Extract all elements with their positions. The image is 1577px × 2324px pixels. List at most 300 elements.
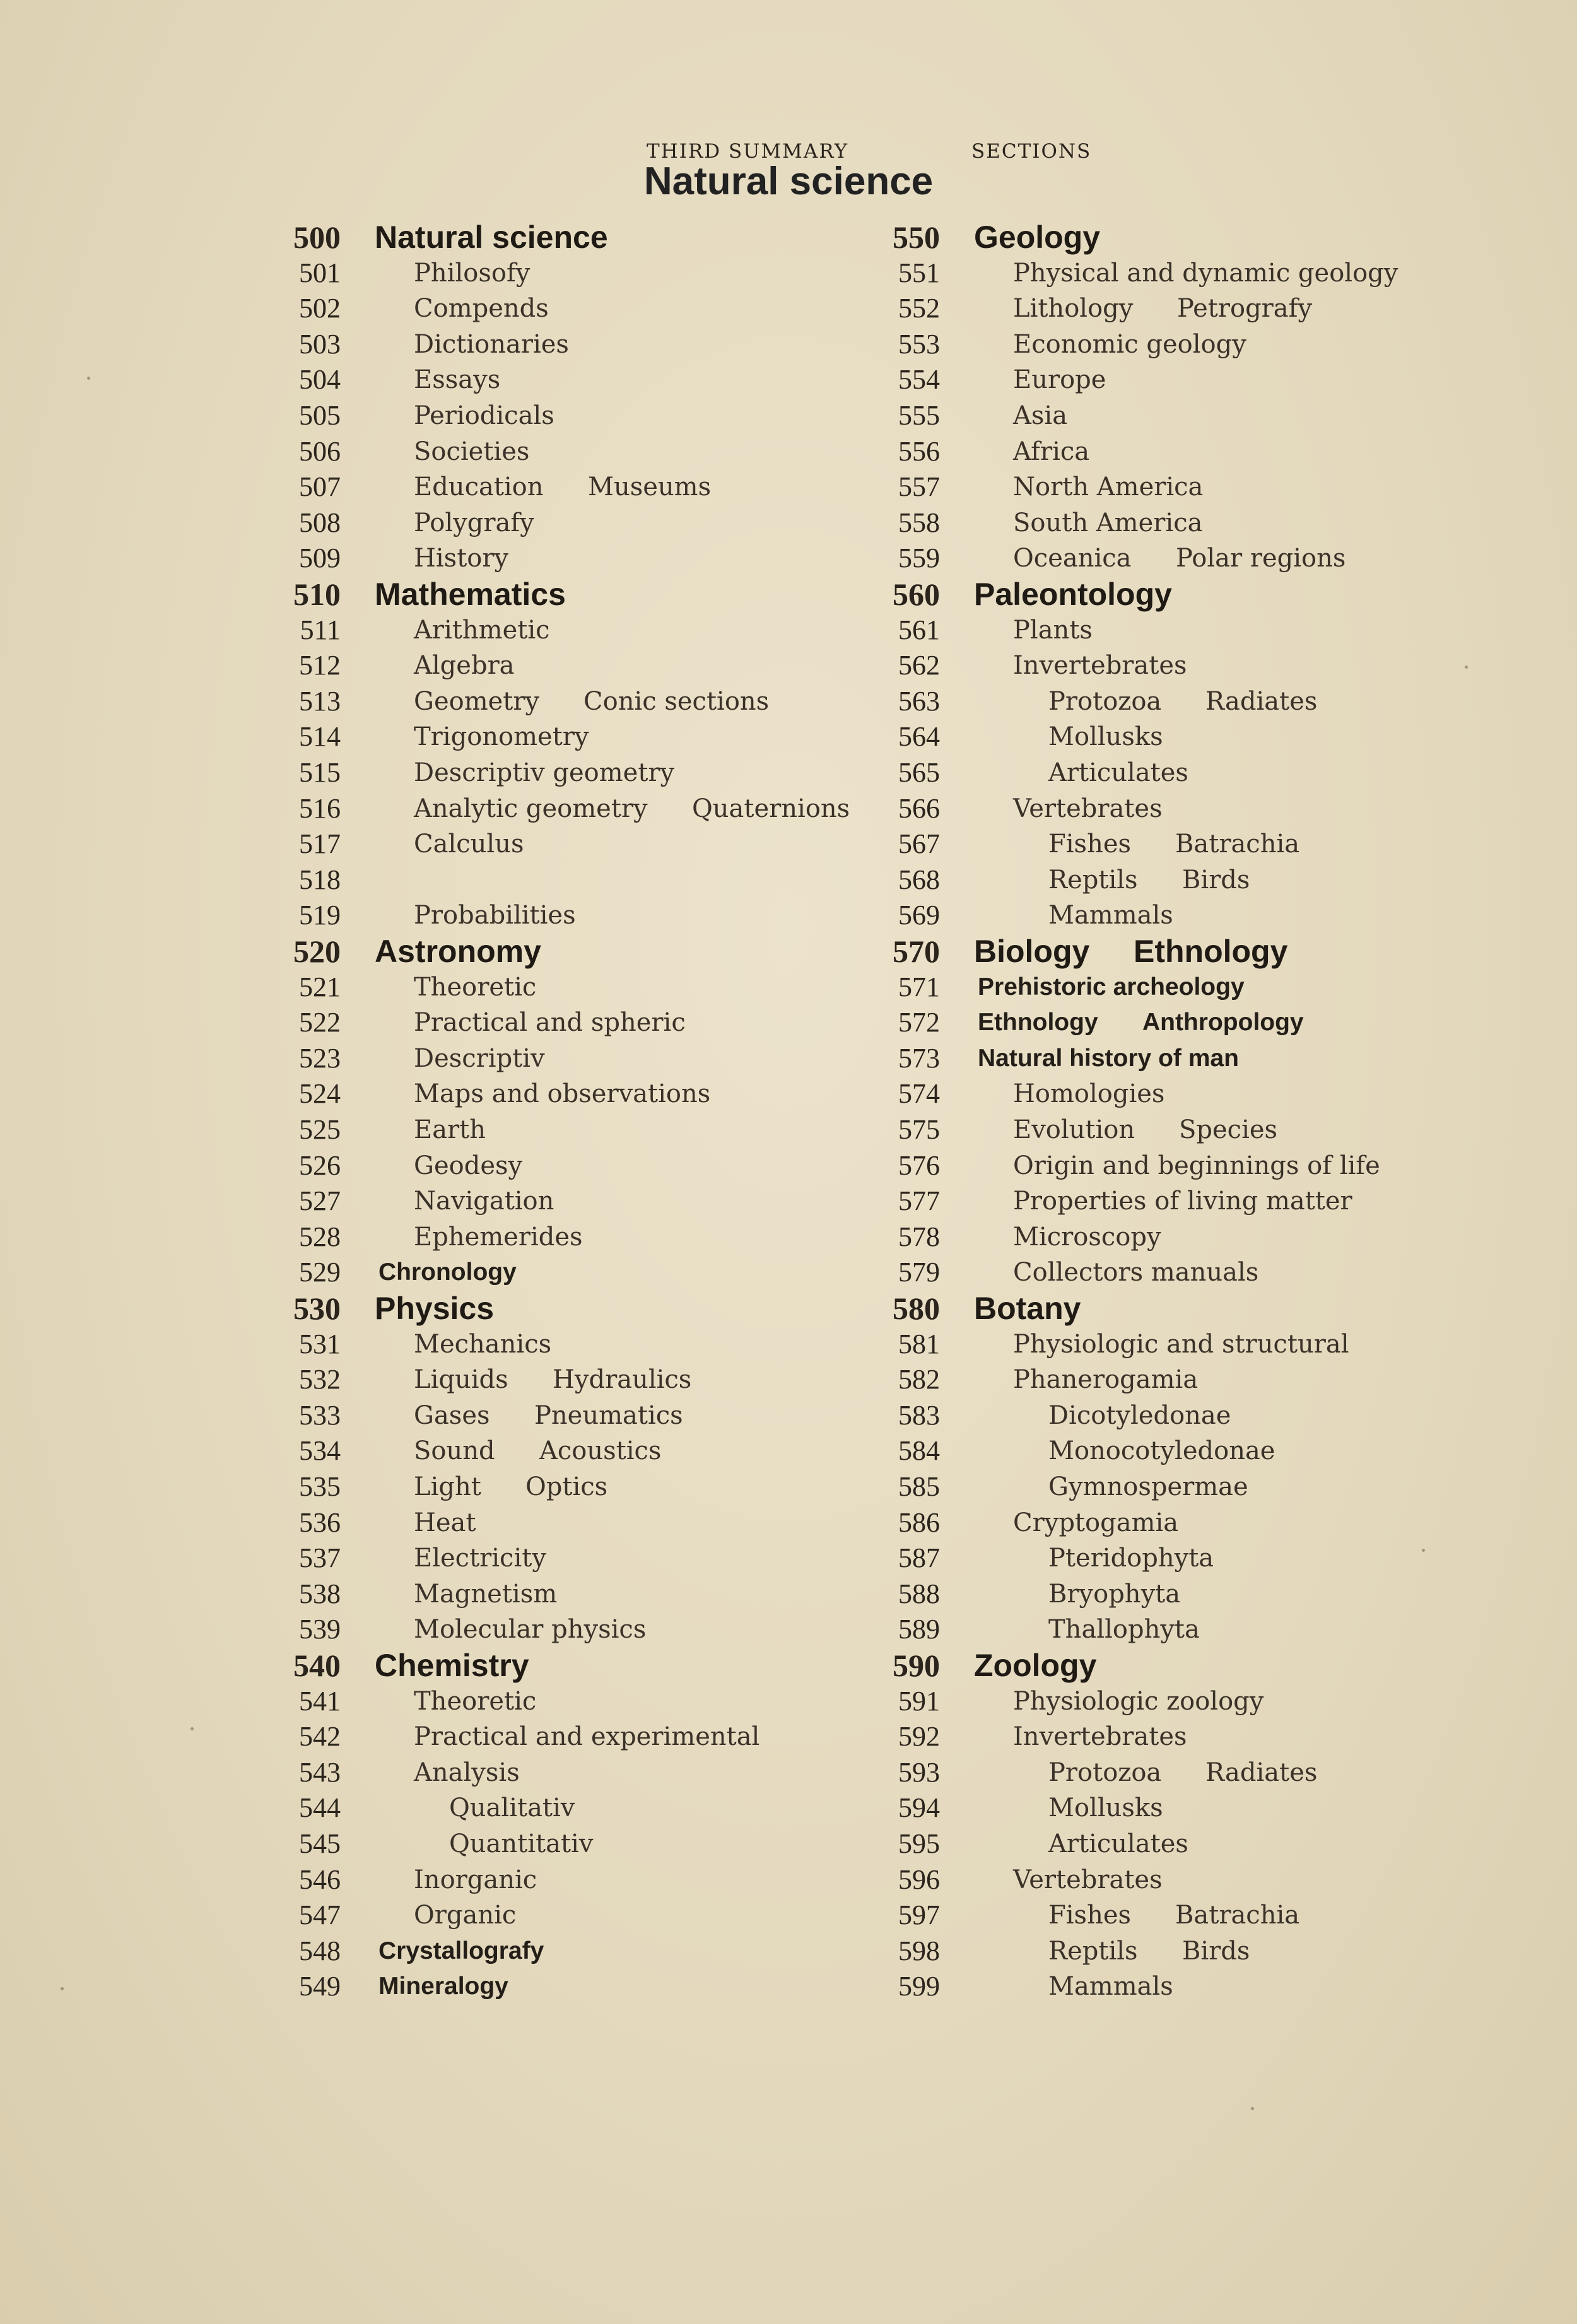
class-number: 557 [898,471,940,503]
class-entry [883,1826,1577,1862]
class-number: 573 [898,1042,940,1074]
class-label: Magnetism [414,1579,558,1609]
class-number: 509 [299,543,341,574]
class-label-secondary: Pneumatics [534,1400,683,1430]
class-number: 515 [299,757,341,788]
class-label: Evolution [1013,1115,1135,1144]
paper-speck [1251,2107,1254,2110]
class-number: 596 [898,1863,940,1895]
class-number: 502 [299,293,341,324]
class-number: 574 [898,1078,940,1110]
class-number: 582 [898,1364,940,1395]
class-label: Natural history of man [978,1044,1239,1072]
class-number: 592 [898,1721,940,1752]
class-label-secondary: Petrografy [1177,294,1313,324]
class-number: 595 [898,1828,940,1859]
class-label: Quantitativ [449,1829,594,1858]
class-label: Asia [1013,401,1068,430]
class-number: 522 [299,1007,341,1038]
class-label-secondary: Conic sections [583,686,770,716]
class-number: 539 [299,1614,341,1645]
class-number: 524 [299,1078,341,1110]
class-label: Reptils [1048,1936,1138,1966]
class-entry [883,1969,1577,2004]
class-label: Physiologic zoology [1013,1686,1264,1716]
class-label: Pteridophyta [1048,1544,1214,1573]
class-entry [883,1433,1577,1469]
class-entry [284,684,978,719]
class-entry [284,1112,978,1147]
class-label-secondary: Radiates [1205,1758,1318,1787]
class-entry [883,1719,1577,1754]
class-label-secondary: Batrachia [1175,830,1300,859]
class-entry [883,826,1577,862]
class-label-secondary: Polar regions [1176,544,1346,573]
class-label: Invertebrates [1013,651,1187,681]
paper-speck [61,1987,64,1990]
class-entry [284,255,978,291]
class-label: Education [414,472,544,502]
class-number: 537 [299,1542,341,1574]
class-label: Vertebrates [1013,794,1163,823]
class-entry [284,1005,978,1040]
class-label: Sound [414,1436,495,1466]
class-number: 571 [898,971,940,1002]
class-entry [284,1041,978,1076]
class-label: Geodesy [414,1151,523,1180]
class-entry [284,577,978,612]
class-label: Navigation [414,1187,554,1216]
class-entry [883,1684,1577,1719]
class-entry [883,1469,1577,1505]
class-number: 511 [300,614,341,645]
class-label: Chemistry [375,1648,529,1683]
class-entry [284,1826,978,1862]
class-label: South America [1013,508,1203,537]
class-label: Paleontology [974,577,1172,612]
class-number: 562 [898,650,940,681]
class-entry [284,434,978,469]
class-entry [883,362,1577,397]
class-label: Thallophyta [1048,1615,1200,1645]
class-number: 513 [299,685,341,717]
class-entry [284,1576,978,1612]
class-entry [284,1790,978,1826]
class-entry [883,1398,1577,1433]
class-number: 535 [299,1471,341,1502]
class-number: 570 [893,934,940,969]
class-number: 564 [898,721,940,753]
class-number: 580 [893,1291,940,1326]
class-number: 594 [898,1792,940,1824]
class-entry [284,1255,978,1290]
class-entry [883,291,1577,326]
class-entry [883,255,1577,291]
class-label: Algebra [414,651,515,681]
class-label: Physiologic and structural [1013,1329,1349,1359]
class-entry [883,1541,1577,1576]
class-label: Europe [1013,365,1106,395]
class-label: Biology [974,934,1090,969]
class-entry [284,934,978,969]
class-label: Lithology [1013,294,1134,324]
class-label: Theoretic [414,1686,537,1716]
class-label: Compends [414,294,549,324]
class-entry [284,1362,978,1397]
class-entry [284,1755,978,1790]
class-label: Properties of living matter [1013,1187,1352,1216]
class-label: Periodicals [414,401,554,430]
class-number: 550 [893,220,940,255]
class-label: Prehistoric archeology [978,973,1245,1001]
class-label: Qualitativ [449,1793,575,1823]
class-label-secondary: Quaternions [692,794,850,823]
class-entry [883,898,1577,933]
class-number: 536 [299,1506,341,1538]
class-label: Mineralogy [378,1973,508,2000]
class-number: 520 [293,934,341,969]
class-number: 523 [299,1042,341,1074]
class-label: Fishes [1048,830,1132,859]
class-entry [883,434,1577,469]
class-number: 529 [299,1257,341,1288]
class-number: 566 [898,792,940,824]
class-entry [284,826,978,862]
class-label: Africa [1013,437,1090,466]
class-number: 533 [299,1399,341,1431]
class-number: 545 [299,1828,341,1859]
class-entry [883,1183,1577,1219]
class-label: Practical and spheric [414,1008,686,1038]
class-entry [883,613,1577,648]
class-number: 527 [299,1185,341,1217]
class-entry [883,398,1577,433]
class-label: Electricity [414,1544,546,1573]
class-label: Practical and experimental [414,1722,760,1752]
class-entry [284,469,978,505]
class-entry [883,1362,1577,1397]
class-label: Economic geology [1013,329,1246,359]
class-label-secondary: Hydraulics [553,1365,692,1395]
class-label: Analytic geometry [414,794,648,823]
class-label: Dictionaries [414,329,569,359]
class-entry [284,327,978,362]
class-number: 552 [898,293,940,324]
class-entry [883,1576,1577,1612]
paper-speck [1422,1549,1425,1552]
class-number: 575 [898,1114,940,1145]
class-label: Chronology [378,1259,517,1286]
class-entry [883,327,1577,362]
class-number: 572 [898,1007,940,1038]
class-number: 538 [299,1578,341,1609]
class-label: Polygrafy [414,508,534,537]
class-entry [883,934,1577,969]
class-number: 585 [898,1471,940,1502]
class-entry [284,362,978,397]
class-number: 559 [898,543,940,574]
class-label-secondary: Batrachia [1175,1901,1300,1930]
class-label: Physical and dynamic geology [1013,258,1398,288]
class-label: Geometry [414,686,540,716]
class-number: 554 [898,364,940,396]
class-entry [883,1219,1577,1255]
class-number: 519 [299,900,341,931]
class-entry [883,648,1577,683]
class-label: Protozoa [1048,686,1162,716]
class-label: Monocotyledonae [1048,1436,1275,1466]
class-label: Zoology [974,1648,1097,1683]
class-label: Essays [414,365,501,395]
class-entry [883,1148,1577,1183]
class-entry [883,1327,1577,1362]
class-entry [284,220,978,255]
class-number: 547 [299,1899,341,1931]
class-number: 548 [299,1935,341,1966]
class-label: Astronomy [375,934,541,969]
class-number: 551 [898,257,940,288]
class-number: 516 [299,792,341,824]
class-entry [284,1898,978,1933]
class-entry [883,220,1577,255]
class-number: 532 [299,1364,341,1395]
class-label: Heat [414,1508,476,1537]
class-number: 546 [299,1863,341,1895]
class-number: 526 [299,1149,341,1181]
class-label: Cryptogamia [1013,1508,1179,1537]
paper-speck [87,377,90,380]
class-entry [284,1433,978,1469]
class-label-secondary: Optics [525,1472,608,1501]
class-label: Microscopy [1013,1222,1161,1252]
class-label: Ethnology [978,1009,1098,1036]
class-number: 506 [299,435,341,467]
class-number: 549 [299,1971,341,2002]
class-entry [284,1934,978,1969]
class-label: Bryophyta [1048,1579,1181,1609]
class-number: 565 [898,757,940,788]
class-number: 587 [898,1542,940,1574]
class-entry [883,1291,1577,1326]
class-entry [883,1005,1577,1040]
class-number: 560 [893,577,940,612]
class-entry [883,1505,1577,1541]
class-number: 543 [299,1756,341,1788]
class-number: 569 [898,900,940,931]
class-entry [883,1898,1577,1933]
class-entry [284,862,978,898]
class-entry [284,1219,978,1255]
class-entry [284,1398,978,1433]
class-label-secondary: Acoustics [539,1436,662,1466]
class-label-secondary: Anthropology [1142,1009,1304,1036]
class-label: Maps and observations [414,1079,711,1109]
class-label: Inorganic [414,1865,537,1894]
class-number: 598 [898,1935,940,1966]
class-number: 508 [299,507,341,538]
class-number: 579 [898,1257,940,1288]
class-entry [284,1469,978,1505]
class-number: 525 [299,1114,341,1145]
class-label: Societies [414,437,530,466]
class-number: 541 [299,1685,341,1717]
class-label: Dicotyledonae [1048,1400,1231,1430]
class-entry [883,1934,1577,1969]
class-entry [284,505,978,541]
class-label: Theoretic [414,972,537,1002]
class-number: 514 [299,721,341,753]
class-label: Philosofy [414,258,531,288]
class-label: Analysis [414,1758,520,1787]
sections-heading: SECTIONS [971,140,1092,163]
class-label: Mammals [1048,1972,1173,2002]
class-number: 561 [898,614,940,645]
class-entry [284,1684,978,1719]
class-label: Gymnospermae [1048,1472,1248,1501]
class-label: Articulates [1048,758,1188,787]
class-label: Protozoa [1048,1758,1162,1787]
class-label: Invertebrates [1013,1722,1187,1752]
class-label-secondary: Birds [1182,865,1250,895]
class-number: 510 [293,577,341,612]
class-entry [284,291,978,326]
class-number: 593 [898,1756,940,1788]
class-label: Collectors manuals [1013,1258,1259,1288]
class-entry [883,469,1577,505]
page-title: Natural science [643,160,934,203]
class-label-secondary: Museums [588,472,712,502]
class-number: 544 [299,1792,341,1824]
class-entry [284,541,978,576]
class-number: 534 [299,1435,341,1467]
class-number: 512 [299,650,341,681]
class-label: Ephemerides [414,1222,583,1252]
class-label: North America [1013,472,1204,502]
class-entry [284,1505,978,1541]
class-number: 500 [293,220,341,255]
class-label: Descriptiv [414,1043,545,1073]
class-entry [883,755,1577,790]
class-entry [284,970,978,1005]
class-entry [284,1183,978,1219]
class-label: Descriptiv geometry [414,758,675,787]
class-label-secondary: Species [1179,1115,1278,1144]
class-entry [284,791,978,826]
class-entry [883,1255,1577,1290]
class-label-secondary: Radiates [1205,686,1318,716]
class-number: 590 [893,1648,940,1683]
class-number: 586 [898,1506,940,1538]
class-number: 567 [898,828,940,860]
class-entry [883,1076,1577,1112]
class-label: Gases [414,1400,490,1430]
class-label: Probabilities [414,901,576,930]
class-number: 584 [898,1435,940,1467]
class-entry [284,1541,978,1576]
class-entry [883,1790,1577,1826]
class-label: Mathematics [375,577,566,612]
class-entry [284,1291,978,1326]
class-entry [883,1112,1577,1147]
class-entry [883,791,1577,826]
class-label-secondary: Birds [1182,1936,1250,1966]
class-entry [284,1648,978,1683]
class-number: 507 [299,471,341,503]
class-label: Natural science [375,220,608,255]
class-number: 591 [898,1685,940,1717]
class-label: Arithmetic [414,615,550,645]
class-number: 528 [299,1221,341,1252]
class-label: History [414,544,509,573]
class-label: Liquids [414,1365,508,1395]
paper-speck [1465,666,1468,669]
class-entry [284,1327,978,1362]
class-label: Physics [375,1291,495,1326]
class-number: 521 [299,971,341,1002]
class-number: 597 [898,1899,940,1931]
class-entry [284,1148,978,1183]
class-label-secondary: Ethnology [1134,934,1288,969]
class-number: 505 [299,400,341,431]
class-entry [284,1719,978,1754]
class-number: 576 [898,1149,940,1181]
class-entry [883,1862,1577,1898]
class-number: 503 [299,328,341,360]
class-entry [883,1041,1577,1076]
class-entry [284,898,978,933]
class-entry [883,577,1577,612]
class-entry [883,541,1577,576]
class-label: Mechanics [414,1329,552,1359]
class-label: Botany [974,1291,1081,1326]
class-number: 556 [898,435,940,467]
class-label: Reptils [1048,865,1138,895]
class-label: Homologies [1013,1079,1165,1109]
class-label: Phanerogamia [1013,1365,1199,1395]
class-number: 540 [293,1648,341,1683]
class-entry [883,970,1577,1005]
class-number: 578 [898,1221,940,1252]
class-entry [284,755,978,790]
class-number: 501 [299,257,341,288]
summary-heading: THIRD SUMMARY [647,140,849,163]
class-entry [883,1612,1577,1647]
class-number: 530 [293,1291,341,1326]
class-entry [883,862,1577,898]
class-number: 518 [299,864,341,895]
class-number: 568 [898,864,940,895]
class-entry [284,719,978,754]
class-entry [284,1969,978,2004]
paper-speck [191,1727,194,1730]
class-label: Mollusks [1048,1793,1163,1823]
class-entry [284,1076,978,1112]
class-number: 504 [299,364,341,396]
class-label: Trigonometry [414,722,589,752]
class-label: Crystallografy [378,1937,544,1964]
class-entry [883,719,1577,754]
class-entry [284,1612,978,1647]
class-number: 553 [898,328,940,360]
class-label: Organic [414,1901,517,1930]
class-entry [883,505,1577,541]
class-entry [284,1862,978,1898]
class-number: 589 [898,1614,940,1645]
class-label: Origin and beginnings of life [1013,1151,1380,1180]
class-label: Oceanica [1013,544,1132,573]
class-label: Mammals [1048,901,1173,930]
class-label: Mollusks [1048,722,1163,752]
